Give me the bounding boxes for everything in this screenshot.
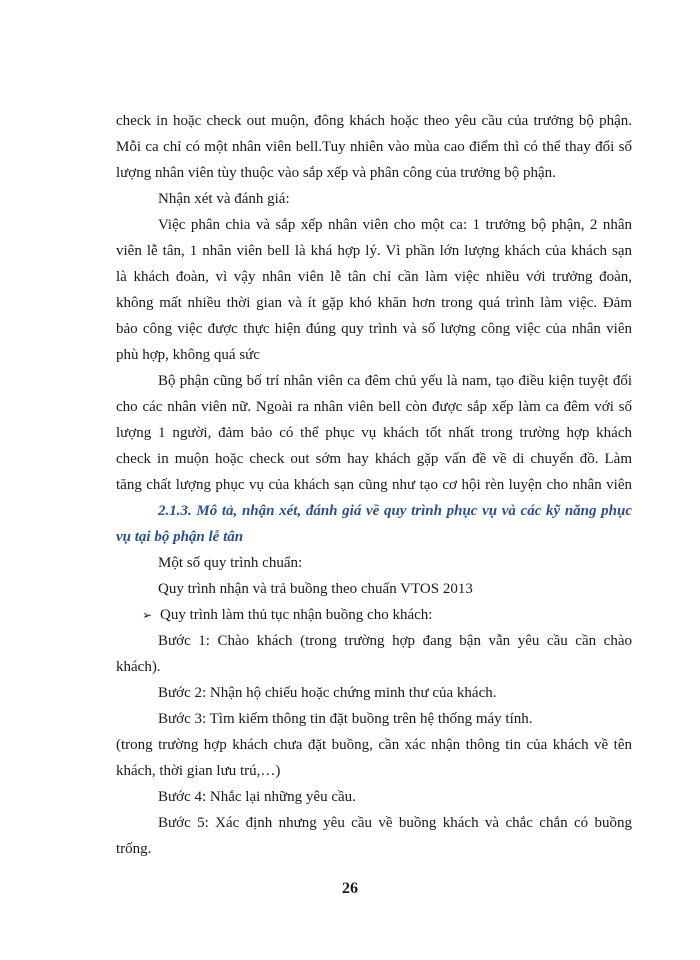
note-paragraph	[116, 732, 632, 784]
text-line: là khách đoàn, vì vậy nhân viên lễ tân chỉ cần làm việc nhiều với trưởng đoàn,	[116, 269, 632, 285]
document-page	[116, 108, 632, 862]
text-line: Bước 5: Xác định nhưng yêu cầu về buồng khách và chắc chắn có buồng	[158, 815, 632, 831]
text-line: phù hợp, không quá sức	[116, 347, 260, 363]
heading-line: vụ tại bộ phận lễ tân	[116, 529, 244, 545]
text-line: (trong trường hợp khách chưa đặt buồng, cần xác nhận thông tin của khách về tên	[116, 737, 632, 753]
text-line: tăng chất lượng phục vụ của khách sạn cũng như tạo cơ hội rèn luyện cho nhân viên	[116, 477, 632, 493]
text-line: cho các nhân viên nữ. Ngoài ra nhân viên bell còn được sắp xếp làm ca đêm với số	[116, 399, 632, 415]
paragraph-shift-arrangement	[116, 212, 632, 368]
text-line: Bước 1: Chào khách (trong trường hợp đang bận vẫn yêu cầu cần chào	[158, 633, 632, 649]
text-line: Việc phân chia và sắp xếp nhân viên cho một ca: 1 trưởng bộ phận, 2 nhân	[158, 217, 632, 233]
section-heading	[116, 498, 632, 550]
text-line: viên lễ tân, 1 nhân viên bell là khá hợp lý. Vì phần lớn lượng khách của khách sạn	[116, 243, 632, 259]
text-line: bảo công việc được thực hiện đúng quy trình và số lượng công việc của nhân viên	[116, 321, 632, 337]
page-number: 26	[342, 880, 358, 897]
step-5	[116, 810, 632, 862]
text-line: trống.	[116, 841, 152, 857]
step-3: Bước 3: Tìm kiếm thông tin đặt buồng trên hệ thống máy tính.	[158, 711, 533, 727]
text-line: lượng 1 người, đảm bảo có thể phục vụ khách tốt nhất trong trường hợp khách	[116, 425, 632, 441]
step-4: Bước 4: Nhắc lại những yêu cầu.	[158, 789, 356, 805]
heading-line: 2.1.3. Mô tả, nhận xét, đánh giá về quy trình phục vụ và các kỹ năng phục	[158, 503, 632, 519]
bullet-text: Quy trình làm thủ tục nhận buồng cho khách:	[160, 607, 433, 623]
text-line: Mỗi ca chỉ có một nhân viên bell.Tuy nhiên vào mùa cao điểm thì có thể thay đổi số	[116, 139, 632, 155]
text-line: không mất nhiều thời gian và ít gặp khó khăn hơn trong quá trình làm việc. Đảm	[116, 295, 632, 311]
text-line: khách, thời gian lưu trú,…)	[116, 763, 281, 779]
step-1	[116, 628, 632, 680]
text-line: check in muộn hoặc check out sớm hay khách gặp vấn đề về di chuyển đồ. Làm	[116, 451, 632, 467]
text-line: khách).	[116, 659, 161, 675]
step-2: Bước 2: Nhận hộ chiếu hoặc chứng minh thư của khách.	[158, 685, 497, 701]
paragraph-bell-staff	[116, 108, 632, 186]
paragraph-night-shift	[116, 368, 632, 498]
text-line: Một số quy trình chuẩn:	[158, 555, 303, 571]
text-line: Bộ phận cũng bố trí nhân viên ca đêm chủ yếu là nam, tạo điều kiện tuyệt đối	[158, 373, 632, 389]
text-line: Quy trình nhận và trả buồng theo chuẩn VTOS 2013	[158, 581, 473, 597]
arrow-bullet-icon: ➢	[142, 608, 153, 622]
bullet-item	[116, 602, 632, 628]
text-line: lượng nhân viên tùy thuộc vào sắp xếp và phân công của trưởng bộ phận.	[116, 165, 556, 181]
text-line: check in hoặc check out muộn, đông khách hoặc theo yêu cầu của trưởng bộ phận.	[116, 113, 632, 129]
evaluation-label: Nhận xét và đánh giá:	[158, 191, 290, 207]
